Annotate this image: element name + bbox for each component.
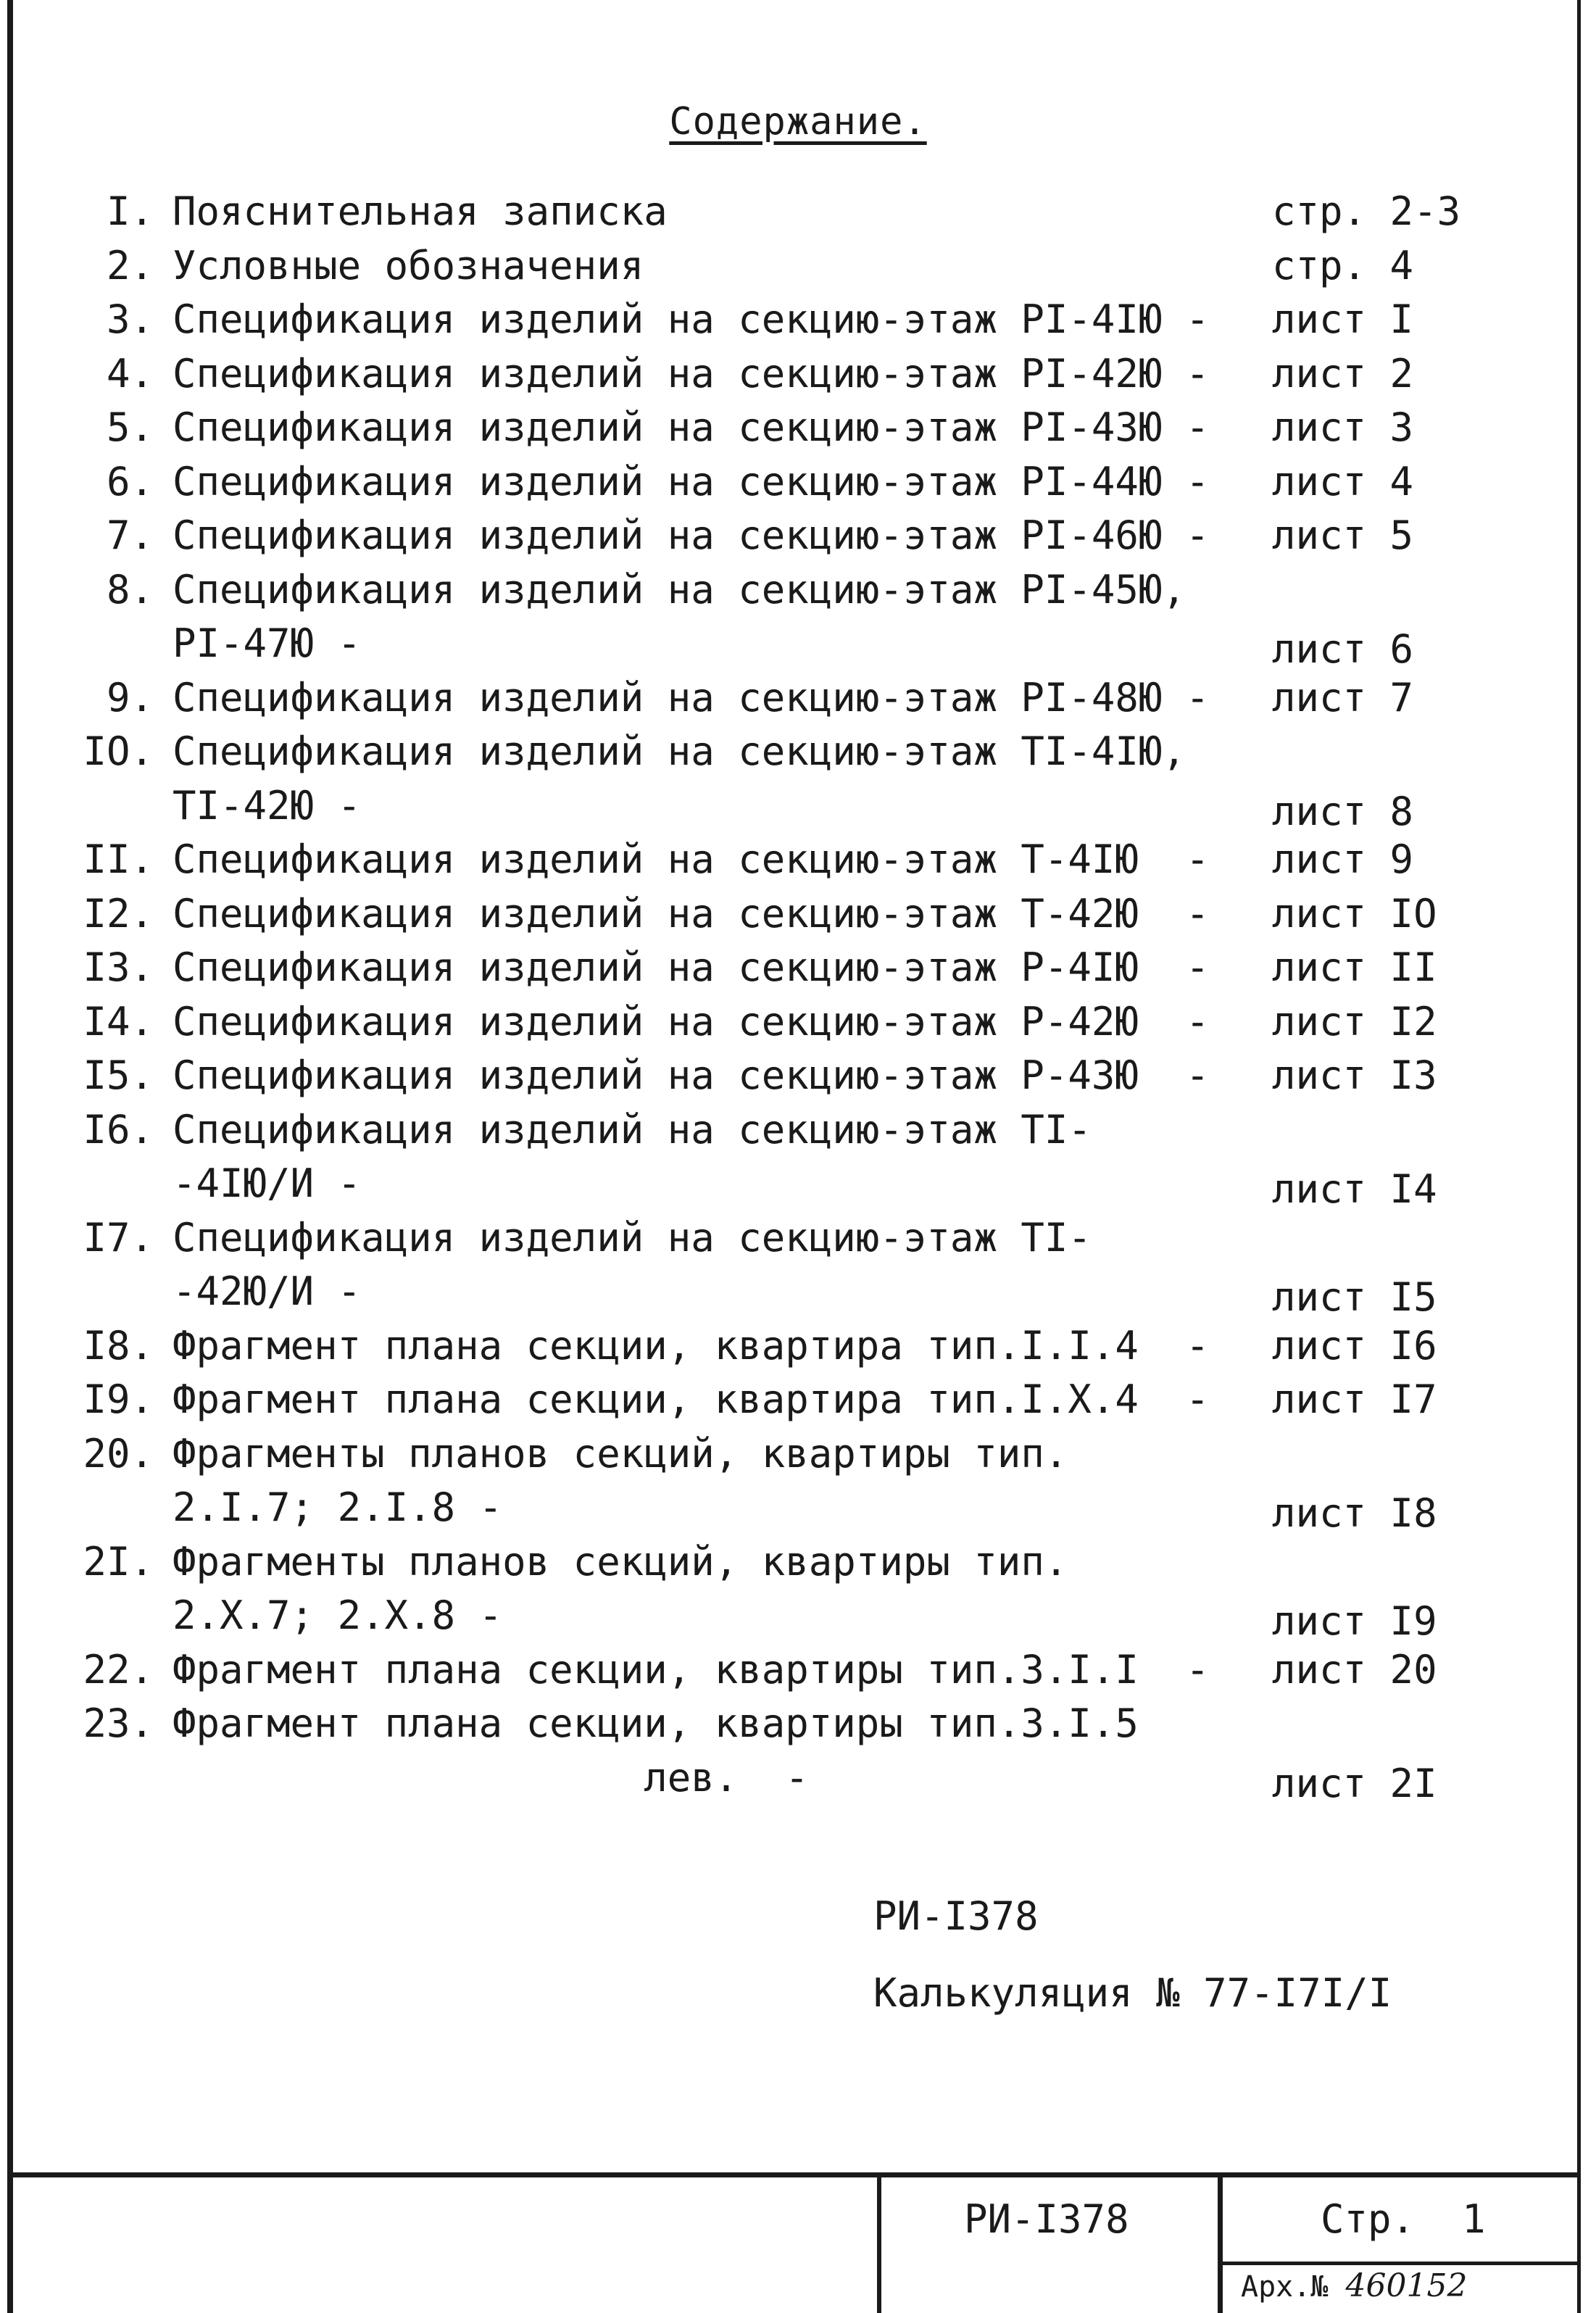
toc-entry-page-ref: лист 3	[1272, 404, 1414, 450]
toc-entry	[0, 1697, 1596, 1805]
toc-entry	[0, 293, 1596, 347]
toc-entry	[0, 1373, 1596, 1427]
toc-entry	[0, 563, 1596, 671]
toc-entry-number: 2I.	[83, 1538, 154, 1585]
toc-entry	[0, 1103, 1596, 1211]
toc-entry-number: 22.	[83, 1646, 154, 1693]
toc-entry-title: Спецификация изделий на секцию-этаж PI-46Ю -	[173, 512, 1210, 558]
toc-entry-title: Фрагменты планов секций, квартиры тип.	[173, 1538, 1068, 1585]
toc-entry-number: 3.	[106, 296, 154, 342]
toc-entry-number: I6.	[83, 1106, 154, 1153]
toc-entry-number: II.	[83, 836, 154, 882]
toc-entry-page-ref: стр. 4	[1272, 242, 1414, 288]
archive-label: Арх.№	[1241, 2270, 1329, 2304]
toc-entry-number: 5.	[106, 404, 154, 450]
archive-number-value: 460152	[1345, 2267, 1468, 2304]
toc-entry	[0, 239, 1596, 294]
toc-entry-page-ref: лист 4	[1272, 458, 1414, 504]
toc-entry-number: I5.	[83, 1052, 154, 1098]
title-block-border	[7, 2172, 1581, 2177]
toc-entry-number: 6.	[106, 458, 154, 504]
toc-entry	[0, 1319, 1596, 1374]
toc-entry	[0, 455, 1596, 510]
toc-entry	[0, 887, 1596, 942]
toc-entry	[0, 995, 1596, 1050]
toc-entry-title: Спецификация изделий на секцию-этаж PI-45Ю,	[173, 566, 1186, 612]
toc-entry-number: 23.	[83, 1701, 154, 1746]
toc-entry-page-ref: лист 7	[1272, 674, 1414, 721]
toc-entry-title: 2.X.7; 2.X.8 -	[173, 1592, 503, 1638]
toc-entry-number: 2.	[106, 242, 154, 288]
toc-entry-number: I3.	[83, 944, 154, 990]
toc-entry-title: Спецификация изделий на секцию-этаж T-42Ю -	[173, 890, 1210, 937]
title-block-divider	[1218, 2175, 1223, 2313]
toc-entry-title: Спецификация изделий на секцию-этаж P-43Ю -	[173, 1052, 1210, 1098]
toc-entry-title: TI-42Ю -	[173, 782, 362, 829]
toc-entry-title: Спецификация изделий на секцию-этаж TI-	[173, 1214, 1092, 1261]
toc-entry-page-ref: лист 2	[1272, 350, 1414, 396]
toc-entry-number: I4.	[83, 998, 154, 1045]
title-block-divider	[1221, 2262, 1579, 2265]
toc-entry-page-ref: лист I2	[1272, 998, 1437, 1045]
toc-entry-page-ref: лист I3	[1272, 1052, 1437, 1098]
toc-entry	[0, 1535, 1596, 1643]
toc-entry-page-ref: лист I8	[1272, 1490, 1437, 1536]
toc-entry-title: Условные обозначения	[173, 242, 644, 288]
toc-entry	[0, 1211, 1596, 1319]
toc-entry	[0, 401, 1596, 455]
page-number: 1	[1462, 2196, 1486, 2242]
toc-entry	[0, 347, 1596, 402]
toc-entry-title: Спецификация изделий на секцию-этаж PI-43Ю -	[173, 404, 1210, 450]
toc-entry-page-ref: лист 8	[1272, 788, 1414, 834]
toc-entry-page-ref: лист 2I	[1272, 1760, 1437, 1806]
toc-entry-title: Фрагмент плана секции, квартира тип.I.I.4 -	[173, 1322, 1210, 1369]
toc-entry-title: Фрагмент плана секции, квартиры тип.3.I.5	[173, 1701, 1139, 1746]
toc-entry-title: Спецификация изделий на секцию-этаж T-4IЮ -	[173, 836, 1210, 882]
toc-entry-number: I9.	[83, 1376, 154, 1422]
document-code: РИ-I378	[873, 1893, 1039, 1939]
toc-entry-number: IO.	[83, 728, 154, 774]
title-block-code: РИ-I378	[964, 2196, 1129, 2242]
toc-entry	[0, 671, 1596, 726]
toc-entry-page-ref: лист 20	[1272, 1646, 1437, 1693]
toc-entry-title: Фрагменты планов секций, квартиры тип.	[173, 1430, 1068, 1477]
toc-entry-page-ref: лист I7	[1272, 1376, 1437, 1422]
calculation-number: Калькуляция № 77-I7I/I	[873, 1970, 1392, 2016]
archive-number	[1241, 2267, 1467, 2304]
page-label: Стр.	[1321, 2196, 1416, 2242]
toc-entry-number: 7.	[106, 512, 154, 558]
toc-entry-number: 9.	[106, 674, 154, 721]
toc-entry-number: 8.	[106, 566, 154, 612]
toc-entry-number: 20.	[83, 1430, 154, 1477]
toc-entry-title: PI-47Ю -	[173, 620, 362, 666]
toc-entry	[0, 509, 1596, 563]
toc-entry-title: -4IЮ/И -	[173, 1160, 362, 1206]
toc-entry-title: Спецификация изделий на секцию-этаж P-42Ю -	[173, 998, 1210, 1045]
toc-entry-page-ref: лист 5	[1272, 512, 1414, 558]
toc-entry-page-ref: лист I5	[1272, 1274, 1437, 1320]
toc-entry-title: Пояснительная записка	[173, 188, 668, 234]
toc-entry	[0, 941, 1596, 995]
toc-entry-number: I7.	[83, 1214, 154, 1261]
toc-entry	[0, 725, 1596, 833]
toc-entry-title: Спецификация изделий на секцию-этаж PI-44Ю -	[173, 458, 1210, 504]
toc-entry-page-ref: стр. 2-3	[1272, 188, 1461, 234]
toc-entry	[0, 833, 1596, 887]
toc-entry-page-ref: лист I6	[1272, 1322, 1437, 1369]
toc-entry-title: 2.I.7; 2.I.8 -	[173, 1484, 503, 1530]
toc-entry-title: Спецификация изделий на секцию-этаж TI-4IЮ,	[173, 728, 1186, 774]
toc-entry-number: 4.	[106, 350, 154, 396]
toc-entry-page-ref: лист I	[1272, 296, 1414, 342]
title-block-divider	[877, 2175, 881, 2313]
toc-entry-number: I.	[106, 188, 154, 234]
toc-entry-page-ref: лист IO	[1272, 890, 1437, 937]
toc-entry-title: Спецификация изделий на секцию-этаж PI-42Ю -	[173, 350, 1210, 396]
toc-entry	[0, 1643, 1596, 1698]
toc-entry-title: Спецификация изделий на секцию-этаж PI-48Ю -	[173, 674, 1210, 721]
toc-entry-page-ref: лист I9	[1272, 1598, 1437, 1644]
toc-entry-number: I2.	[83, 890, 154, 937]
page-title: Содержание.	[669, 100, 927, 144]
toc-entry-title: -42Ю/И -	[173, 1268, 362, 1314]
toc-entry	[0, 1049, 1596, 1103]
toc-entry	[0, 185, 1596, 239]
toc-entry-title: Спецификация изделий на секцию-этаж P-4IЮ -	[173, 944, 1210, 990]
toc-entry-title: Фрагмент плана секции, квартира тип.I.X.4 -	[173, 1376, 1210, 1422]
toc-entry-page-ref: лист I4	[1272, 1166, 1437, 1212]
toc-entry-page-ref: лист 9	[1272, 836, 1414, 882]
toc-entry-title: Фрагмент плана секции, квартиры тип.3.I.I -	[173, 1646, 1210, 1693]
toc-entry-title: лев. -	[173, 1754, 809, 1801]
toc-entry-page-ref: лист II	[1272, 944, 1437, 990]
toc-entry-number: I8.	[83, 1322, 154, 1369]
toc-entry	[0, 1427, 1596, 1535]
toc-entry-title: Спецификация изделий на секцию-этаж TI-	[173, 1106, 1092, 1153]
toc-entry-page-ref: лист 6	[1272, 626, 1414, 672]
title-block-page	[1321, 2196, 1486, 2242]
toc-entry-title: Спецификация изделий на секцию-этаж PI-4IЮ -	[173, 296, 1210, 342]
